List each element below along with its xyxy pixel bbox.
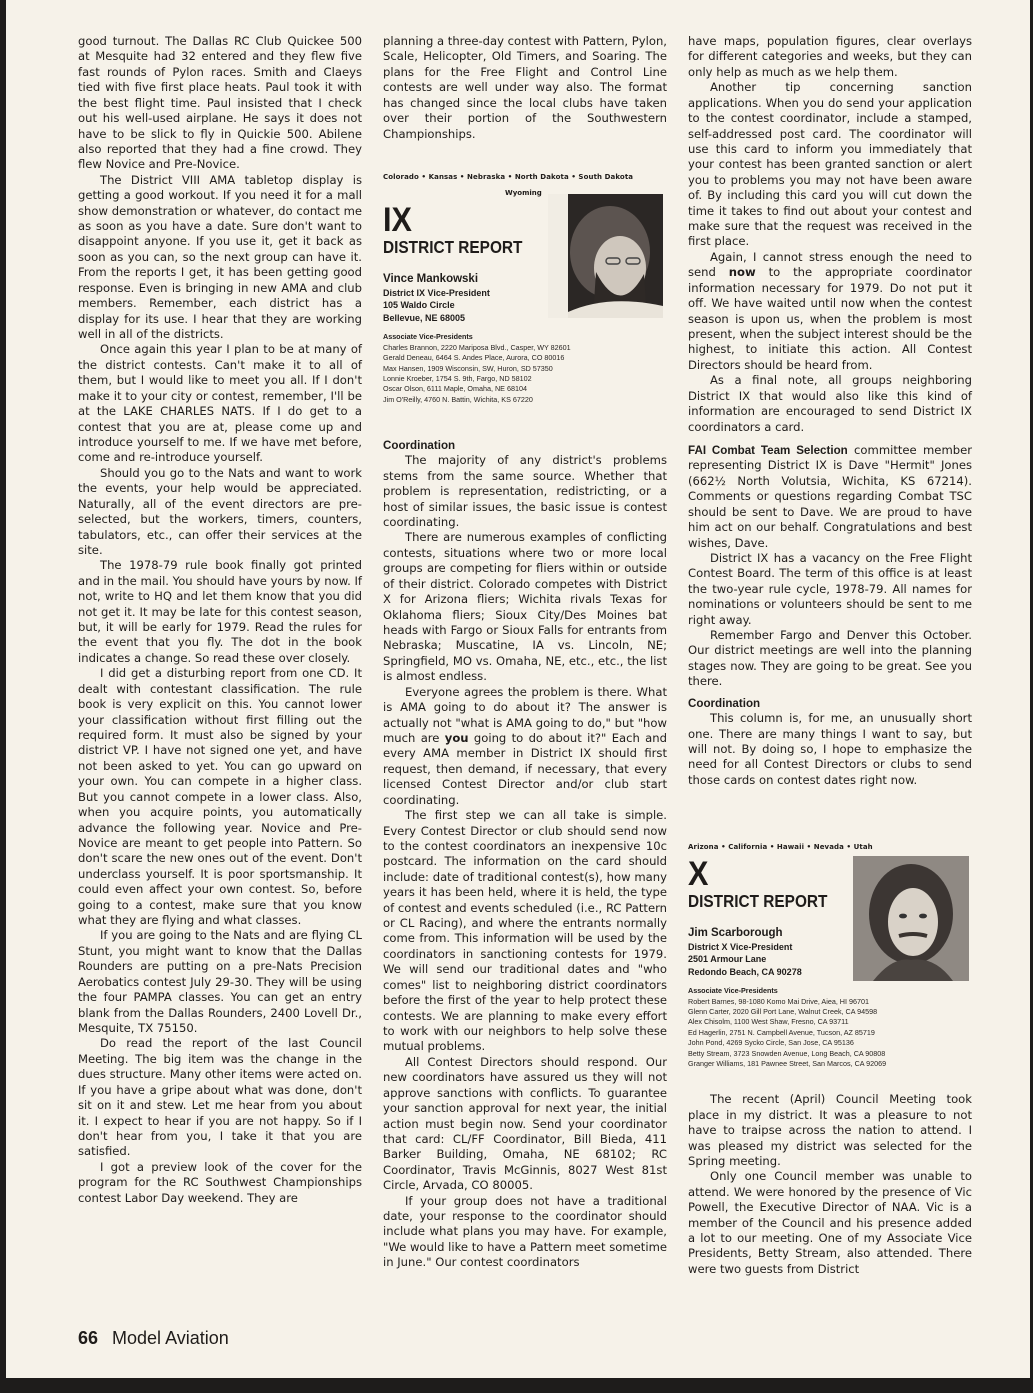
district-x-report-box	[688, 840, 972, 1092]
vp-name: Jim Scarborough	[688, 926, 783, 939]
publication-name: Model Aviation	[112, 1328, 229, 1348]
section-heading: Coordination	[383, 438, 456, 452]
paragraph: Once again this year I plan to be at many of the district contests. Can't make it to all of them, but I would like to meet you all. If I don't make it to your city or contest, remember, I'll be at the LAKE CHARLES NATS. If I do get to a contest that you are at, please come up and introduce yourself to me. If we have met before, come and re-introduce yourself.	[78, 342, 362, 465]
vp-address-line1: 2501 Armour Lane	[688, 954, 767, 965]
vp-portrait-photo	[548, 194, 663, 318]
column-2	[383, 34, 667, 1271]
portrait-icon	[853, 856, 969, 981]
assoc-heading: Associate Vice-Presidents	[688, 986, 778, 996]
paragraph: There are numerous examples of conflicting contests, situations where two or more local groups are competing for fliers within or outside of their district. Colorado competes with District X for Arizona fliers; Wichita rivals Texas for Oklahoma fliers; Sioux City/Des Moines bat heads with Fargo or Sioux Falls for entrants from Nebraska; Muscatine, IA vs. Lincoln, NE; Springfield, MO vs. Omaha, NE, etc., etc., the list is almost endless.	[383, 530, 667, 684]
assoc-item: Glenn Carter, 2020 Gill Port Lane, Walnut Creek, CA 94598	[688, 1006, 878, 1016]
paragraph: If you are going to the Nats and are flying CL Stunt, you might want to know that the Dallas Rounders are putting on a pre-Nats Precision Aerobatics contest July 29-30. They will be using the four PAMPA classes. You can get an entry blank from the Dallas Rounders, 2400 Lovell Dr., Mesquite, TX 75150.	[78, 928, 362, 1035]
paragraph: The recent (April) Council Meeting took place in my district. It was a pleasure to not have to traipse across the nation to attend. I was pleased my district was selected for the Spring meeting.	[688, 1092, 972, 1168]
assoc-item: Betty Stream, 3723 Snowden Avenue, Long Beach, CA 90808	[688, 1048, 886, 1058]
paragraph: Everyone agrees the problem is there. What is AMA going to do about it? The answer is actually not "what is AMA going to do," but "how much are you going to do about it?" Each and every AMA member in District IX should first request, then demand, if necessary, that every licensed Contest Director and/or club start coordinating.	[383, 684, 667, 807]
paragraph: This column is, for me, an unusually short one. There are many things I want to say, but will not. By doing so, I hope to emphasize the need for all Contest Directors or clubs to send those cards on contest dates right now.	[688, 711, 972, 787]
paragraph: The 1978-79 rule book finally got printed and in the mail. You should have yours by now. If not, write to HQ and let them know that you did not get it. It may be late for this contest season, but, it will be early for 1979. Read the rules for the event that you fly. The dot in the book indicates a change. So read these over closely.	[78, 558, 363, 665]
assoc-item: John Pond, 4269 Sycko Circle, San Jose, CA 95136	[688, 1038, 854, 1048]
paragraph: Another tip concerning sanction applications. When you do send your application to the contest coordinator, include a stamped, self-addressed post card. The coordinator will use this card to inform you immediately that your contest has been granted sanction or alert you to problems you may not have been aware of. By including this card you will cut down the time it takes to find out about your contest and make sure that the request was received in the first place.	[688, 80, 972, 249]
magazine-page	[6, 0, 1030, 1378]
district-ix-report-box	[383, 170, 667, 432]
column-1	[78, 34, 362, 1206]
assoc-item: Lonnie Kroeber, 1754 S. 9th, Fargo, ND 58102	[383, 373, 532, 383]
column-3	[688, 34, 972, 1277]
paragraph: If your group does not have a traditional date, your response to the coordinator should include what plans you may have. For example, "We would like to have a Pattern meet sometime in June." Our contest coordinators	[383, 1193, 667, 1270]
assoc-item: Robert Barnes, 98-1080 Komo Mai Drive, Aiea, HI 96701	[688, 996, 869, 1006]
emphasis: you	[444, 730, 469, 745]
vp-portrait-photo	[853, 856, 969, 981]
paragraph: Remember Fargo and Denver this October. Our district meetings are well into the planning stages now. They are going to be great. See you there.	[688, 628, 972, 689]
district-report-title: DISTRICT REPORT	[688, 890, 828, 911]
district-states-line2: Wyoming	[505, 189, 542, 198]
paragraph: The District VIII AMA tabletop display is getting a good workout. If you need it for a mall show demonstration or whatever, do contact me as soon as you have a date. Sure don't want to disappoint anyone. If you use it, get it back as soon as you can, so the next group can have it. From the reports I get, it has been getting good response. Even is bringing in new AMA and club members. Remember, each district has a display for its use. I hear that they are working well in all of the districts.	[78, 172, 362, 342]
paragraph: I got a preview look of the cover for the program for the RC Southwest Championships contest Labor Day weekend. They are	[78, 1159, 362, 1205]
paragraph: As a final note, all groups neighboring District IX that would also like this kind of information are encouraged to send District IX coordinators a card.	[688, 373, 972, 434]
paragraph: District IX has a vacancy on the Free Flight Contest Board. The term of this office is at least the two-year rule cycle, 1978-79. All names for nominations or volunteers should be sent to me right away.	[688, 550, 972, 627]
portrait-icon	[548, 194, 663, 318]
paragraph: All Contest Directors should respond. Our new coordinators have assured us they will not approve sanctions with conflicts. To guarantee your sanction approval for next year, the initial action must begin now. Send your coordinator that card: CL/FF Coordinator, Bill Bieda, 411 Barker Building, Omaha, NE 68102; RC Coordinator, Travis McGinnis, 8027 West 81st Circle, Arvada, CO 80005.	[383, 1054, 667, 1193]
district-states: Arizona • California • Hawaii • Nevada • Utah	[688, 843, 873, 852]
associate-vice-presidents	[383, 332, 667, 405]
paragraph: planning a three-day contest with Pattern, Pylon, Scale, Helicopter, Old Timers, and Soaring. The plans for the Free Flight and Control Line contests are well under way also. The format has changed since the local clubs have taken over their portion of the Southwestern Championships.	[383, 34, 667, 141]
assoc-item: Gerald Deneau, 6464 S. Andes Place, Aurora, CO 80016	[383, 353, 565, 363]
paragraph: Do read the report of the last Council Meeting. The big item was the change in the dues structure. Many other items were acted on. If you have a gripe about what was done, don't sit on it and stew. Let me hear from you about it. I expect to hear if you are not happy. So if I don't hear from you, I take it that you are satisfied.	[78, 1036, 362, 1159]
emphasis: now	[728, 265, 756, 280]
district-numeral: X	[688, 854, 709, 893]
assoc-item: Max Hansen, 1909 Wisconsin, SW, Huron, SD 57350	[383, 363, 553, 373]
district-numeral: IX	[383, 200, 412, 239]
assoc-item: Oscar Olson, 6111 Maple, Omaha, NE 68104	[383, 384, 527, 394]
paragraph: good turnout. The Dallas RC Club Quickee 500 at Mesquite had 32 entered and they flew five fast rounds of Pylon races. Smith and Claeys tied with five first place heats. Paul took it with the best flight time. Paul insisted that I check out his well-used airplane. He says it does not have to be slick to fly in Quickie 500. Abilene also reported that they had a fine crowd. They flew Novice and Pre-Novice.	[78, 34, 362, 172]
assoc-item: Jim O'Reilly, 4760 N. Battin, Wichita, KS 67220	[383, 394, 533, 404]
vp-address-line2: Redondo Beach, CA 90278	[688, 966, 802, 977]
section-heading: Coordination	[688, 696, 761, 710]
assoc-item: Alex Chisolm, 1100 West Shaw, Fresno, CA 93711	[688, 1017, 849, 1027]
district-report-title: DISTRICT REPORT	[383, 236, 523, 257]
paragraph: Should you go to the Nats and want to work the events, your help would be appreciated. Naturally, all of the event directors are pre-selected, but the workers, timers, counters, tabulators, etc., can offer their services at the site.	[78, 465, 362, 557]
paragraph: The majority of any district's problems stems from the same source. Whether that problem is representation, redistricting, or a host of similar issues, the basic issue is contest coordinating.	[383, 453, 667, 530]
page-number: 66	[78, 1328, 99, 1348]
assoc-item: Charles Brannon, 2220 Mariposa Blvd., Casper, WY 82601	[383, 342, 571, 352]
paragraph: have maps, population figures, clear overlays for different categories and weeks, but they can only help as much as we help them.	[688, 34, 972, 79]
paragraph: FAI Combat Team Selection committee member representing District IX is Dave "Hermit" Jones (662½ North Volutsia, Wichita, KS 67214). Comments or questions regarding Combat TSC should be sent to Dave. We are proud to have him act on our behalf. Congratulations and best wishes, Dave.	[688, 442, 972, 550]
vp-title: District X Vice-President	[688, 941, 793, 952]
district-states: Colorado • Kansas • Nebraska • North Dakota • South Dakota	[383, 172, 634, 181]
paragraph: The first step we can all take is simple. Every Contest Director or club should send now to the contest coordinators an inexpensive 10c postcard. The information on the card should include: date of traditional contest(s), how many years it has been held, where it is held, the type of contest and events scheduled (i.e., RC Pattern or CL Racing), and where the entrants normally come from. This information will be used by the coordinators in sanctioning contests for 1979. We will send our traditional dates and "who comes" list to neighboring district coordinators before the first of the year to help protect these contests. We are planning to make every effort to work with our neighbors to help solve these mutual problems.	[383, 808, 667, 1054]
paragraph: Only one Council member was unable to attend. We were honored by the presence of Vic Powell, the Executive Director of NAA. Vic is a member of the Council and his presence added a lot to our meeting. One of my Associate Vice Presidents, Betty Stream, also attended. There were two guests from District	[688, 1169, 972, 1276]
vp-name: Vince Mankowski	[383, 272, 479, 285]
vp-address-line1: 105 Waldo Circle	[383, 300, 455, 311]
assoc-item: Granger Williams, 181 Pawnee Street, San Marcos, CA 92069	[688, 1059, 887, 1069]
paragraph: Again, I cannot stress enough the need to send now to the appropriate coordinator information necessary for 1979. Do not put it off. We have waited until now when the contest season is upon us, when the problem is most present, when the subject interest should be the highest, to initiate this action. All Contest Directors should be heard from.	[688, 249, 972, 372]
vp-title: District IX Vice-President	[383, 287, 490, 298]
page-footer	[78, 1328, 229, 1349]
associate-vice-presidents	[688, 986, 972, 1069]
paragraph: I did get a disturbing report from one CD. It dealt with contestant classification. The rule book is very explicit on this. You cannot lower your classification without first filling out the required form. It must also be signed by your district VP. I have not signed one yet, and have not been asked to yet. You can go upward on your own. You can compete in a higher class. But you cannot compete in a lower class. Also, when you acquire points, you automatically advance the following year. Novice and Pre-Novice are meant to get people into Pattern. So don't scare the new ones out of the event. Don't underclass yourself. It is poor sportsmanship. It could even affect your own contest. So, before going to a contest, make sure that you know what they are flying and what classes.	[78, 666, 362, 928]
assoc-item: Ed Hagerlin, 2751 N. Campbell Avenue, Tucson, AZ 85719	[688, 1027, 875, 1037]
assoc-heading: Associate Vice-Presidents	[383, 332, 473, 342]
inline-heading: FAI Combat Team Selection	[688, 443, 848, 457]
vp-address-line2: Bellevue, NE 68005	[383, 312, 466, 323]
